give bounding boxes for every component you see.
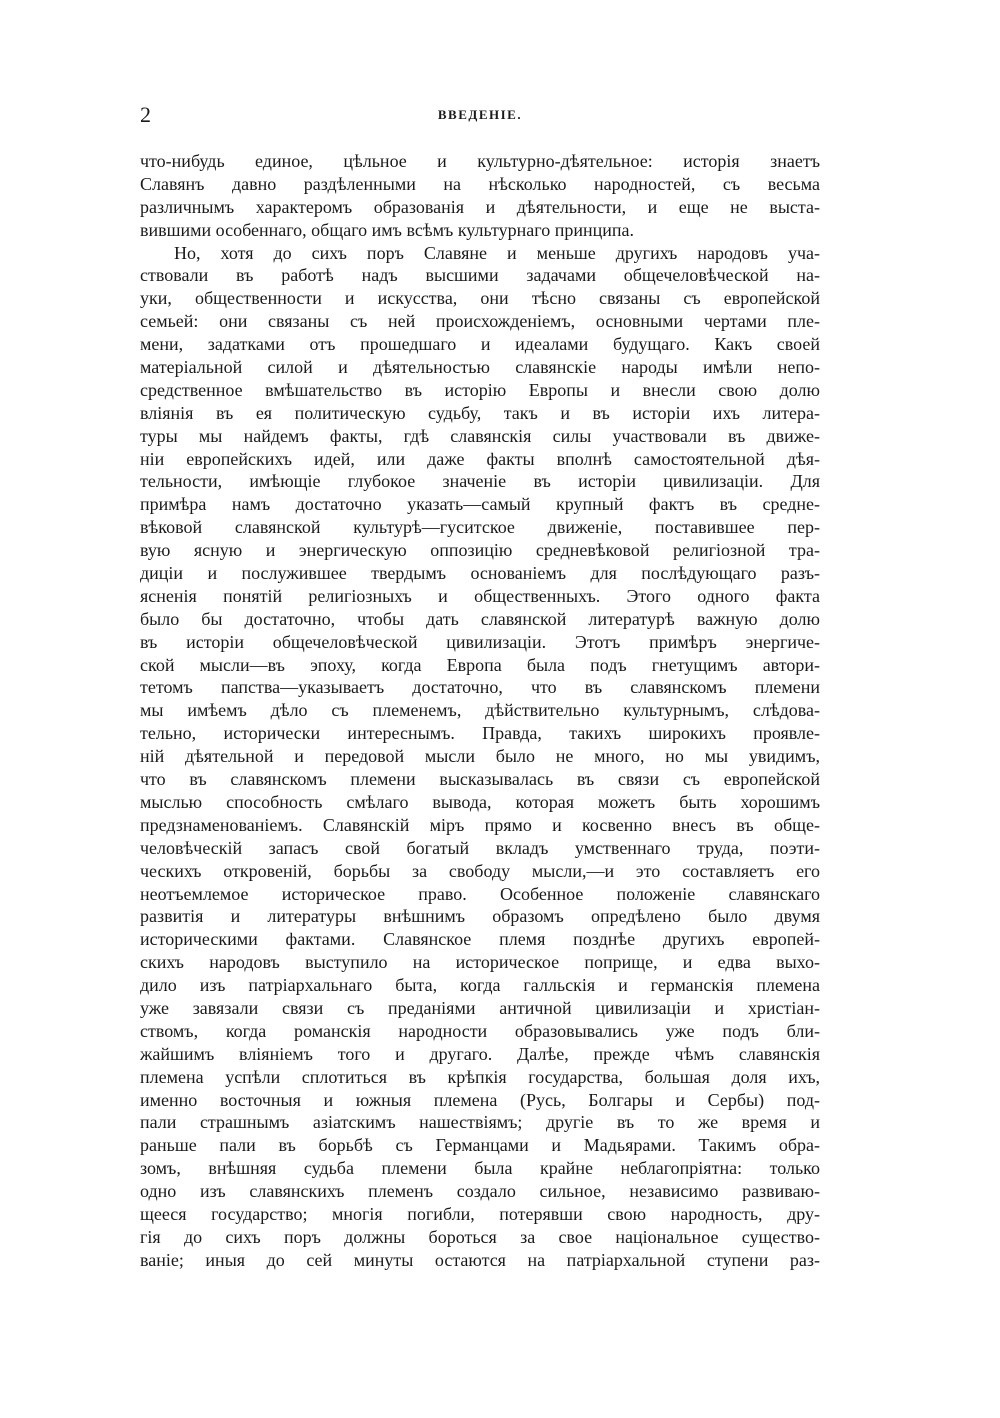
text-line: скихъ народовъ выступило на историческое поприще, и едва выхо-: [140, 952, 820, 973]
text-line: ваніе; иныя до сей минуты остаются на патріархальной ступени раз-: [140, 1249, 820, 1270]
text-line: племена успѣли сплотиться въ крѣпкія государства, большая доля ихъ,: [140, 1066, 820, 1087]
text-line: вѣковой славянской культурѣ—гуситское движеніе, поставившее пер-: [140, 517, 820, 538]
page-number: 2: [140, 102, 151, 127]
text-line: ній дѣятельной и передовой мысли было не много, но мы увидимъ,: [140, 746, 820, 767]
text-line: дило изъ патріархальнаго быта, когда галльскія и германскія племена: [140, 975, 820, 996]
text-line: человѣческій запасъ свой богатый вкладъ умственнаго труда, поэти-: [140, 837, 820, 858]
text-line: тельности, имѣющіе глубокое значеніе въ исторіи цивилизаціи. Для: [140, 471, 820, 492]
text-line: щееся государство; многія погибли, потерявши свою народность, дру-: [140, 1203, 820, 1224]
text-line: ясненія понятій религіозныхъ и общественныхъ. Этого одного факта: [140, 585, 820, 606]
text-line: ніи европейскихъ идей, или даже факты вполнѣ самостоятельной дѣя-: [140, 448, 820, 469]
text-line: туры мы найдемъ факты, гдѣ славянскія силы участвовали въ движе-: [140, 425, 820, 446]
text-line: что-нибудь единое, цѣльное и культурно-дѣятельное: исторія знаетъ: [140, 151, 820, 171]
text-line: историческими фактами. Славянское племя позднѣе другихъ европей-: [140, 929, 820, 950]
text-line: мени, задатками отъ прошедшаго и идеалами будущаго. Какъ своей: [140, 334, 820, 355]
text-line: одно изъ славянскихъ племенъ создало сильное, независимо развиваю-: [140, 1181, 820, 1202]
body-text: [140, 150, 820, 1272]
text-line: тельно, исторически интереснымъ. Правда, такихъ широкихъ проявле-: [140, 723, 820, 744]
text-line: вую ясную и энергическую оппозицію средневѣковой религіозной тра-: [140, 540, 820, 561]
text-line: ческихъ откровеній, борьбы за свободу мысли,—и это составляетъ его: [140, 860, 820, 881]
text-line: раньше пали въ борьбѣ съ Германцами и Мадьярами. Такимъ обра-: [140, 1135, 820, 1156]
text-line: въ исторіи общечеловѣческой цивилизаціи. Этотъ примѣръ энергиче-: [140, 631, 820, 652]
running-title: ВВЕДЕНІЕ.: [437, 107, 523, 122]
text-line: ствовали въ работѣ надъ высшими задачами общечеловѣческой на-: [140, 265, 820, 286]
text-line: средственное вмѣшательство въ исторію Европы и внесли свою долю: [140, 379, 820, 400]
text-line: гія до сихъ поръ должны бороться за свое національное существо-: [140, 1226, 820, 1247]
text-line: мыслью способность смѣлаго вывода, которая можетъ быть хорошимъ: [140, 791, 820, 812]
text-line: пали страшнымъ азіатскимъ нашествіямъ; другіе въ то же время и: [140, 1112, 820, 1133]
text-line: примѣра намъ достаточно указать—самый крупный фактъ въ средне-: [140, 494, 820, 515]
text-line: именно восточныя и южныя племена (Русь, Болгары и Сербы) под-: [140, 1089, 820, 1110]
text-line: жайшимъ вліяніемъ того и другаго. Далѣе, прежде чѣмъ славянскія: [140, 1043, 820, 1064]
text-line: предзнаменованіемъ. Славянскій міръ прямо и косвенно внесъ въ обще-: [140, 814, 820, 835]
text-line: Но, хотя до сихъ поръ Славяне и меньше другихъ народовъ уча-: [174, 242, 820, 263]
text-line: уки, общественности и искусства, они тѣсно связаны съ европейской: [140, 288, 820, 309]
text-line: вліянія въ ея политическую судьбу, такъ и въ исторіи ихъ литера-: [140, 402, 820, 423]
text-line: диціи и послужившее твердымъ основаніемъ для послѣдующаго разъ-: [140, 563, 820, 584]
text-line: было бы достаточно, чтобы дать славянской литературѣ важную долю: [140, 608, 820, 629]
text-line: зомъ, внѣшняя судьба племени была крайне неблагопріятна: только: [140, 1158, 820, 1179]
text-line: что въ славянскомъ племени высказывалась въ связи съ европейской: [140, 769, 820, 790]
page-header: [140, 100, 820, 130]
text-line: различнымъ характеромъ образованія и дѣятельности, и еще не выста-: [140, 196, 820, 217]
text-line: тетомъ папства—указываетъ достаточно, что въ славянскомъ племени: [140, 677, 820, 698]
text-line: развитія и литературы внѣшнимъ образомъ опредѣлено было двумя: [140, 906, 820, 927]
text-line: матеріальной силой и дѣятельностью славянскіе народы имѣли непо-: [140, 357, 820, 378]
text-line: Славянъ давно раздѣленными на нѣсколько народностей, съ весьма: [140, 173, 820, 194]
text-line: ствомъ, когда романскія народности образовывались уже подъ бли-: [140, 1020, 820, 1041]
text-line: мы имѣемъ дѣло съ племенемъ, дѣйствительно культурнымъ, слѣдова-: [140, 700, 820, 721]
text-line: семьей: они связаны съ ней происхожденіемъ, основными чертами пле-: [140, 311, 820, 332]
text-line: уже завязали связи съ преданіями античной цивилизаціи и христіан-: [140, 997, 820, 1018]
text-line: вившими особеннаго, общаго имъ всѣмъ культурнаго принципа.: [140, 219, 634, 240]
text-line: ской мысли—въ эпоху, когда Европа была подъ гнетущимъ автори-: [140, 654, 820, 675]
text-line: неотъемлемое историческое право. Особенное положеніе славянскаго: [140, 883, 820, 904]
